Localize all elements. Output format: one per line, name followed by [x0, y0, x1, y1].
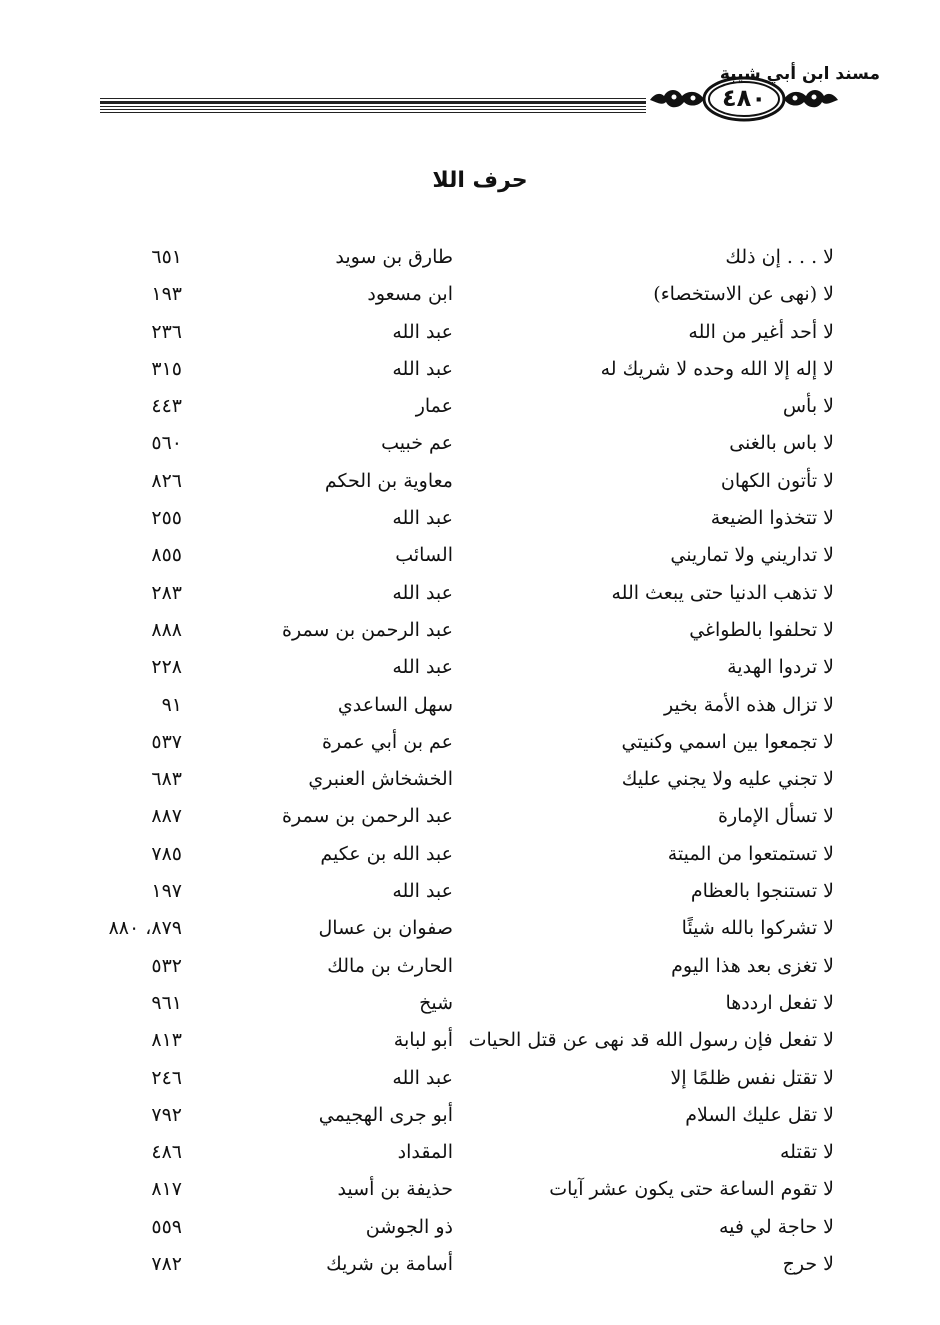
hadith-text: لا بأس [782, 395, 834, 418]
index-row [0, 876, 940, 913]
page-refs: ٢٢٨ [151, 656, 182, 679]
page-refs: ٨٨٧ [151, 805, 182, 828]
index-row [0, 690, 940, 727]
narrator: عبد الله بن عكيم [320, 842, 453, 865]
hadith-text: لا حرج [782, 1253, 834, 1276]
narrator: عبد الله [392, 320, 453, 343]
header-rule [100, 98, 646, 118]
index-row [0, 727, 940, 764]
hadith-text: لا تفعل فإن رسول الله قد نهى عن قتل الحيات [468, 1029, 834, 1052]
page-refs: ١٩٧ [151, 880, 182, 903]
hadith-text: لا باس بالغنى [729, 432, 834, 455]
page-refs: ٥٣٧ [151, 730, 182, 753]
page-refs: ٧٨٥ [151, 842, 182, 865]
index-row [0, 764, 940, 801]
index-row [0, 1174, 940, 1211]
index-row [0, 615, 940, 652]
hadith-text: لا تفعل ارددها [725, 991, 834, 1014]
hadith-text: لا تقل عليك السلام [685, 1103, 834, 1126]
narrator: سهل الساعدي [337, 693, 453, 716]
narrator: عبد الرحمن بن سمرة [282, 805, 453, 828]
narrator: السائب [395, 544, 453, 567]
page-refs: ٥٥٩ [151, 1215, 182, 1238]
page-refs: ٤٤٣ [151, 395, 182, 418]
page-refs: ٨٢٦ [151, 469, 182, 492]
index-row [0, 317, 940, 354]
hadith-text: لا تشركوا بالله شيئًا [681, 917, 834, 940]
narrator: عبد الله [392, 1066, 453, 1089]
narrator: معاوية بن الحكم [324, 469, 453, 492]
page-refs: ٨٧٩، ٨٨٠ [108, 917, 182, 940]
hadith-text: لا تحلفوا بالطواغي [689, 618, 834, 641]
page-refs: ٨٥٥ [151, 544, 182, 567]
index-table [0, 242, 940, 1286]
page-refs: ٨٨٨ [151, 618, 182, 641]
page-refs: ٢٣٦ [151, 320, 182, 343]
index-row [0, 1025, 940, 1062]
page-refs: ٥٣٢ [151, 954, 182, 977]
hadith-text: لا تستنجوا بالعظام [690, 880, 834, 903]
hadith-text: لا تستمتعوا من الميتة [667, 842, 834, 865]
index-row [0, 1212, 940, 1249]
index-row [0, 1249, 940, 1286]
page-refs: ٧٩٢ [151, 1103, 182, 1126]
hadith-text: لا تقتل نفس ظلمًا إلا [670, 1066, 834, 1089]
hadith-text: لا تتخذوا الضيعة [710, 507, 834, 530]
hadith-text: لا تقتله [780, 1141, 834, 1164]
narrator: شيخ [419, 991, 453, 1014]
narrator: عبد الله [392, 656, 453, 679]
index-row [0, 279, 940, 316]
running-header-title: مسند ابن أبي شيبة [719, 64, 880, 84]
page-refs: ١٩٣ [151, 283, 182, 306]
narrator: ذو الجوشن [365, 1215, 453, 1238]
narrator: أسامة بن شريك [326, 1253, 453, 1276]
narrator: عم خبيب [381, 432, 453, 455]
hadith-text: لا تجمعوا بين اسمي وكنيتي [621, 730, 834, 753]
page-refs: ٩١ [161, 693, 182, 716]
page-refs: ٣١٥ [151, 357, 182, 380]
page-refs: ٥٦٠ [151, 432, 182, 455]
hadith-text: لا تردوا الهدية [727, 656, 834, 679]
page-refs: ٢٥٥ [151, 507, 182, 530]
page-refs: ٨١٣ [151, 1029, 182, 1052]
narrator: عبد الله [392, 357, 453, 380]
narrator: عم بن أبي عمرة [321, 730, 453, 753]
index-row [0, 578, 940, 615]
hadith-text: لا تزال هذه الأمة بخير [663, 693, 834, 716]
hadith-text: لا تغزى بعد هذا اليوم [671, 954, 834, 977]
page-number: ٤٨٠ [722, 84, 766, 112]
index-row [0, 801, 940, 838]
section-heading: حرف اللا [432, 168, 528, 193]
index-row [0, 540, 940, 577]
hadith-text: لا . . . إن ذلك [725, 246, 834, 268]
hadith-text: لا تجني عليه ولا يجني عليك [621, 768, 834, 791]
narrator: طارق بن سويد [335, 246, 453, 268]
hadith-text: لا تأتون الكهان [720, 469, 834, 492]
hadith-text: لا تداريني ولا تماريني [670, 544, 834, 567]
page-refs: ٧٨٢ [151, 1253, 182, 1276]
narrator: عبد الله [392, 507, 453, 530]
narrator: حذيفة بن أسيد [337, 1178, 453, 1201]
index-row [0, 913, 940, 950]
hadith-text: لا تسأل الإمارة [718, 805, 834, 828]
hadith-text: لا أحد أغير من الله [688, 320, 834, 343]
hadith-text: لا تقوم الساعة حتى يكون عشر آيات [549, 1178, 834, 1201]
hadith-text: لا (نهى عن الاستخصاء) [653, 283, 834, 306]
narrator: عبد الله [392, 581, 453, 604]
index-row [0, 951, 940, 988]
narrator: الحارث بن مالك [327, 954, 453, 977]
index-row [0, 242, 940, 279]
index-row [0, 1063, 940, 1100]
index-row [0, 839, 940, 876]
hadith-text: لا إله إلا الله وحده لا شريك له [600, 357, 834, 380]
page-refs: ٢٨٣ [151, 581, 182, 604]
index-row [0, 988, 940, 1025]
index-row [0, 1100, 940, 1137]
page-refs: ٦٥١ [151, 246, 182, 268]
index-row [0, 1137, 940, 1174]
page-refs: ٦٨٣ [151, 768, 182, 791]
hadith-text: لا حاجة لي فيه [718, 1215, 834, 1238]
narrator: ابن مسعود [367, 283, 453, 306]
narrator: أبو لبابة [393, 1029, 453, 1052]
index-row [0, 391, 940, 428]
index-row [0, 652, 940, 689]
page-refs: ٨١٧ [151, 1178, 182, 1201]
hadith-text: لا تذهب الدنيا حتى يبعث الله [611, 581, 834, 604]
page-refs: ٤٨٦ [151, 1141, 182, 1164]
narrator: الخشخاش العنبري [308, 768, 453, 791]
narrator: أبو جرى الهجيمي [318, 1103, 453, 1126]
narrator: صفوان بن عسال [318, 917, 453, 940]
narrator: عمار [415, 395, 453, 418]
index-row [0, 503, 940, 540]
narrator: عبد الله [392, 880, 453, 903]
index-row [0, 354, 940, 391]
page-refs: ٢٤٦ [151, 1066, 182, 1089]
narrator: المقداد [397, 1141, 453, 1164]
narrator: عبد الرحمن بن سمرة [282, 618, 453, 641]
index-row [0, 466, 940, 503]
index-row [0, 428, 940, 465]
page-refs: ٩٦١ [151, 991, 182, 1014]
